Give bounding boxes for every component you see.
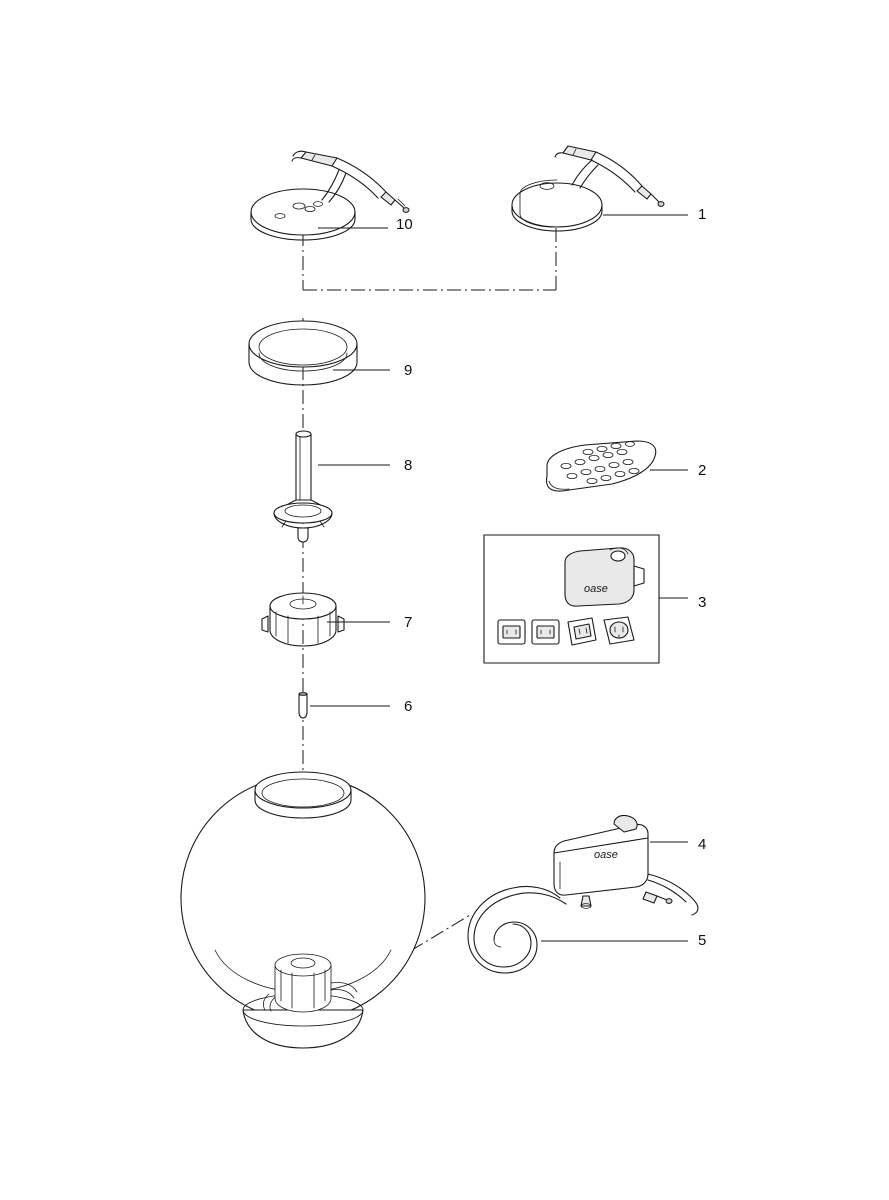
part-1-lid-top-view	[512, 146, 688, 231]
part-3-adapter-plug-set	[484, 535, 688, 663]
part-2-perforated-tray	[547, 441, 688, 491]
callout-4: 4	[698, 836, 707, 853]
part-4-air-pump	[554, 815, 698, 915]
part-7-pump-housing-cap	[262, 593, 390, 646]
callout-9: 9	[404, 362, 413, 379]
part-10-lid-with-power-cable	[251, 151, 409, 240]
callout-2: 2	[698, 462, 707, 479]
part-8-riser-tube	[274, 431, 390, 542]
svg-text:oase: oase	[584, 583, 608, 595]
part-bowl-body	[181, 772, 425, 1048]
callout-8: 8	[404, 457, 413, 474]
callout-10: 10	[396, 216, 413, 233]
part-6-small-pin	[299, 692, 390, 718]
callout-1: 1	[698, 206, 707, 223]
part-9-ring-collar	[249, 321, 390, 385]
callout-5: 5	[698, 932, 707, 949]
svg-text:oase: oase	[594, 849, 618, 861]
callout-3: 3	[698, 594, 707, 611]
callout-6: 6	[404, 698, 413, 715]
callout-7: 7	[404, 614, 413, 631]
